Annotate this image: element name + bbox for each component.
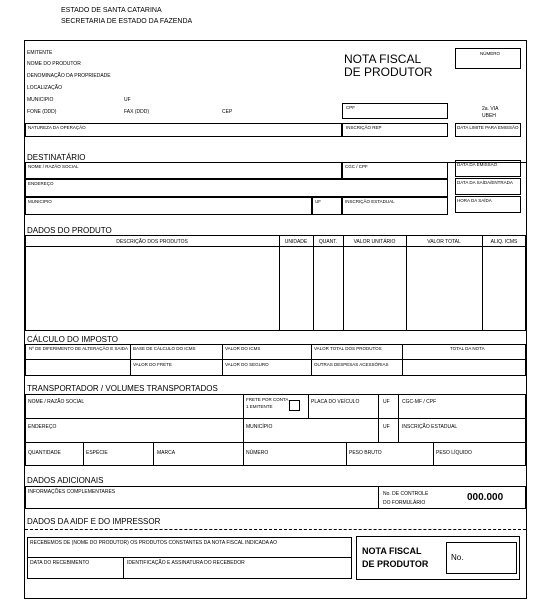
label-natureza: NATUREZA DA OPERAÇÃO [28,125,86,130]
section-produto: DADOS DO PRODUTO [27,226,112,235]
secretariat-name: SECRETARIA DE ESTADO DA FAZENDA [61,18,193,25]
col-quant: QUANT. [318,239,338,245]
label-despesas: OUTRAS DESPESAS ACESSÓRIAS [314,362,389,367]
label-dest-inscricao: INSCRIÇÃO ESTADUAL [345,199,395,204]
label-diferimento: Nº DE DIFERIMENTO DE ALTERAÇÃO E SAIDA [29,346,128,351]
rule [243,394,244,442]
label-dest-municipio: MUNICIPIO [28,199,52,204]
label-inscricao-rep: INSCRIÇÃO REP [346,125,382,130]
label-valor-produtos: VALOR TOTAL DOS PRODUTOS [314,346,382,351]
rule [378,394,379,442]
rule [402,344,403,376]
label-transp-cgc: CGC-MF / CPF [402,399,437,405]
label-transp-endereco: ENDEREÇO [28,424,57,430]
col-valor-total: VALOR TOTAL [427,239,461,245]
label-frete-conta: FRETE POR CONTA [246,397,289,402]
rule [83,442,84,466]
label-numero-vol: NÚMERO [246,450,269,456]
section-destinatario: DESTINATÁRIO [27,153,86,162]
label-valor-icms: VALOR DO ICMS [225,346,261,351]
label-data-recebimento: DATA DO RECEBIMENTO [30,560,90,566]
label-cep: CEP [222,109,233,115]
rule [27,557,352,558]
rule [308,394,309,418]
label-transp-uf2: UF [383,424,390,430]
label-hora-saida: HORA DA SAÍDA [457,198,492,203]
label-dest-uf: UF [315,199,321,204]
rule [279,235,280,331]
section-imposto: CÁLCULO DO IMPOSTO [27,335,118,344]
col-unidade: UNIDADE [284,239,308,245]
rule [25,246,526,247]
label-uf: UF [124,97,131,103]
rule [25,442,526,443]
label-transp-inscricao: INSCRIÇÃO ESTADUAL [402,424,458,430]
rule [25,529,526,530]
label-data-limite: DATA LIMITE PARA EMISSÃO [457,125,519,130]
label-via: 2a. VIA [482,106,499,112]
frete-checkbox[interactable] [289,400,300,411]
label-ubeh: UBEH [482,113,496,119]
label-base-icms: BASE DE CÁLCULO DO ICMS [133,346,196,351]
rule [346,442,347,466]
label-recibo-no: No. [451,553,464,562]
label-quantidade: QUANTIDADE [28,450,61,456]
rule [378,486,379,509]
label-fax: FAX (DDD) [124,109,149,115]
label-numero: NÚMERO [480,51,500,56]
label-data-emissao: DATA DA EMISSÃO [457,162,498,167]
label-cpf: CPF [346,105,355,110]
label-nome-produtor: NOME DO PRODUTOR [27,61,81,67]
label-recebemos: RECEBEMOS DE (NOME DO PRODUTOR) OS PRODUTOS CONSTANTES DA NOTA FISCAL INDICADA AO [30,540,277,546]
label-seguro: VALOR DO SEGURO [225,362,269,367]
rule [25,418,526,419]
rule [482,235,483,331]
rule [130,344,131,376]
col-descricao: DESCRIÇÃO DOS PRODUTOS [116,239,188,245]
label-frete-emitente: 1 EMITENTE [246,404,273,409]
state-name: ESTADO DE SANTA CATARINA [61,7,162,14]
label-especie: ESPÉCIE [86,450,108,456]
label-controle-2: DO FORMULÁRIO [383,500,426,506]
label-total-nota: TOTAL DA NOTA [450,346,485,351]
rule [222,344,223,376]
label-frete: VALOR DO FRETE [133,362,172,367]
de-produtor-title: DE PRODUTOR [344,65,433,79]
rule [311,344,312,376]
dest-endereco-box [25,179,448,197]
label-transp-municipio: MUNICÍPIO [246,424,273,430]
label-emitente: EMITENTE [27,50,53,56]
label-municipio: MUNICIPIO [27,97,54,103]
col-aliq-icms: ALIQ. ICMS [490,239,518,245]
nota-fiscal-title: NOTA FISCAL [344,52,422,66]
rule [343,235,344,331]
produto-table [25,235,526,331]
label-placa: PLACA DO VEÍCULO [311,399,360,405]
rule [313,235,314,331]
section-transportador: TRANSPORTADOR / VOLUMES TRANSPORTADOS [27,384,218,393]
label-info-complementares: INFORMAÇÕES COMPLEMENTARES [28,489,116,495]
cpf-box [342,103,448,119]
rule [153,442,154,466]
rule [406,235,407,331]
label-peso-bruto: PESO BRUTO [349,450,382,456]
recibo-title-2: DE PRODUTOR [362,559,429,569]
label-localizacao: LOCALIZAÇÃO [27,85,63,91]
label-peso-liquido: PESO LÍQUIDO [436,450,472,456]
label-denominacao: DENOMINAÇÃO DA PROPRIEDADE [27,73,111,79]
label-data-saida: DATA DA SAÍDA/ENTRADA [457,180,513,185]
label-fone: FONE (DDD) [27,109,57,115]
label-dest-endereco: ENDEREÇO [28,181,54,186]
label-dest-cgc: CGC / CPF [345,164,368,169]
col-valor-unitario: VALOR UNITÁRIO [353,239,396,245]
controle-number: 000.000 [467,492,504,503]
section-adicionais: DADOS ADICIONAIS [27,476,104,485]
rule [123,557,124,579]
rule [25,359,526,360]
label-controle-1: No. DE CONTROLE [383,491,429,497]
rule [243,442,244,466]
recibo-title-1: NOTA FISCAL [362,546,422,556]
label-transp-nome: NOME / RAZÃO SOCIAL [28,399,85,405]
label-dest-nome: NOME / RAZÃO SOCIAL [28,164,79,169]
label-identificacao: IDENTIFICAÇÃO E ASSINATURA DO RECEBEDOR [127,560,245,566]
rule [398,394,399,442]
section-aidf: DADOS DA AIDF E DO IMPRESSOR [27,517,161,526]
label-marca: MARCA [157,450,176,456]
dest-municipio-box [25,197,312,215]
label-transp-uf: UF [383,399,390,405]
rule [433,442,434,466]
